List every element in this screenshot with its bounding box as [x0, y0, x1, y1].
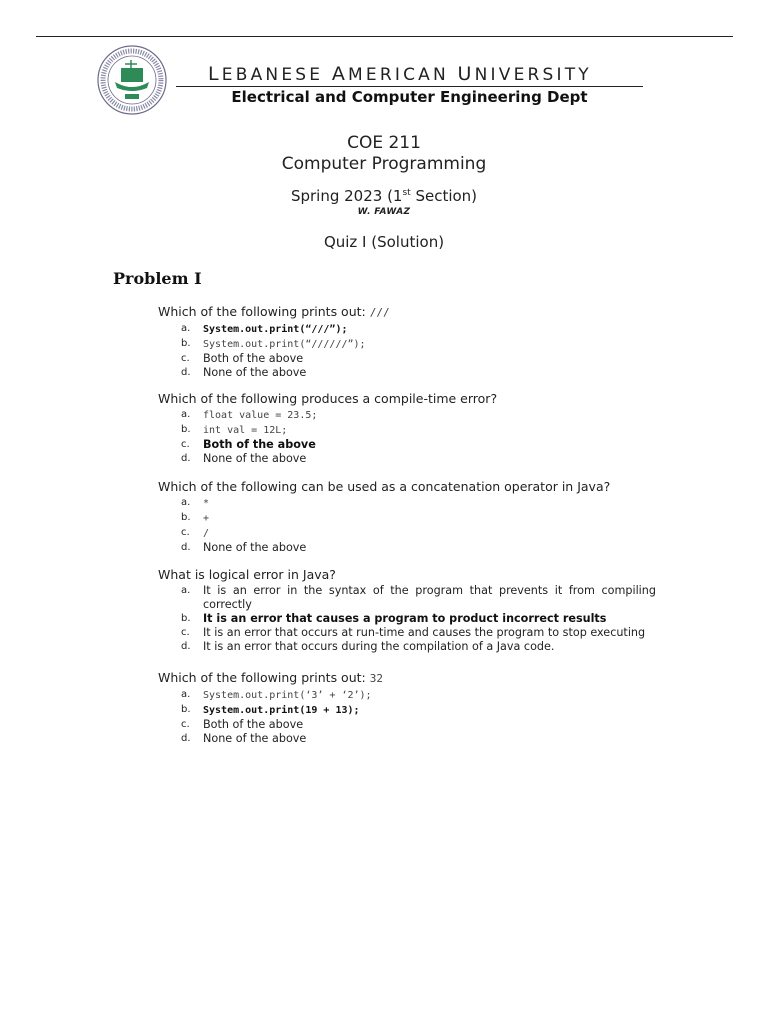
options-list [158, 408, 656, 466]
top-rule [36, 36, 733, 37]
header-rule [176, 86, 643, 87]
question-text: Which of the following prints out: 32 [158, 670, 383, 685]
question-2 [158, 391, 656, 466]
option-correct [158, 612, 656, 626]
problem-title: Problem I [113, 269, 202, 288]
option-text: It is an error that occurs during the compilation of a Java code. [203, 640, 555, 653]
course-name: Computer Programming [281, 154, 487, 174]
option [158, 511, 656, 526]
option-letter: c. [181, 719, 190, 730]
option-letter: b. [181, 512, 191, 523]
question-text: Which of the following produces a compile-time error? [158, 391, 498, 406]
question-text: Which of the following prints out: /// [158, 304, 390, 319]
option-letter: b. [181, 338, 191, 349]
question-code: 32 [369, 672, 383, 685]
quiz-title: Quiz I (Solution) [323, 233, 445, 251]
option-text: It is an error that causes a program to product incorrect results [203, 612, 607, 625]
option-letter: a. [181, 689, 191, 700]
options-list [158, 688, 656, 746]
option-letter: b. [181, 424, 191, 435]
option [158, 337, 656, 352]
option-letter: a. [181, 409, 191, 420]
options-list [158, 584, 656, 654]
option [158, 626, 656, 640]
option-letter: d. [181, 641, 191, 652]
option-letter: b. [181, 613, 191, 624]
option [158, 584, 656, 612]
option-text: None of the above [203, 732, 307, 745]
option-letter: d. [181, 453, 191, 464]
option [158, 526, 656, 541]
option-code: System.out.print(‘3’ + ‘2’); [203, 690, 372, 701]
option [158, 408, 656, 423]
question-5 [158, 670, 656, 746]
option [158, 718, 656, 732]
option-text: Both of the above [203, 438, 316, 451]
option-letter: d. [181, 542, 191, 553]
option-text: None of the above [203, 541, 307, 554]
question-3 [158, 479, 656, 555]
option-letter: c. [181, 627, 190, 638]
option-text: Both of the above [203, 352, 304, 365]
option [158, 541, 656, 555]
department-name: Electrical and Computer Engineering Dept [231, 88, 588, 106]
university-seal-logo [97, 44, 167, 116]
option [158, 688, 656, 703]
options-list [158, 322, 656, 380]
option-code: System.out.print(19 + 13); [203, 705, 360, 716]
option-letter: c. [181, 527, 190, 538]
option-text: Both of the above [203, 718, 304, 731]
option-letter: a. [181, 497, 191, 508]
option-text: It is an error in the syntax of the program that prevents it from compiling correctly [203, 584, 656, 611]
option [158, 640, 656, 654]
option [158, 452, 656, 466]
question-text: Which of the following can be used as a concatenation operator in Java? [158, 479, 611, 494]
option-letter: c. [181, 439, 190, 450]
option-letter: a. [181, 585, 191, 596]
option-code: float value = 23.5; [203, 410, 318, 421]
option-text: None of the above [203, 366, 307, 379]
course-code: COE 211 [347, 133, 421, 153]
question-4 [158, 567, 656, 654]
question-text: What is logical error in Java? [158, 567, 336, 582]
option-code: System.out.print(“//////”); [203, 339, 366, 350]
question-code: /// [369, 306, 390, 319]
instructor-name: W. FAWAZ [357, 207, 411, 217]
options-list [158, 496, 656, 555]
option-letter: a. [181, 323, 191, 334]
option-code: System.out.print(“///”); [203, 324, 348, 335]
option [158, 496, 656, 511]
option-text: None of the above [203, 452, 307, 465]
option-text: It is an error that occurs at run-time and causes the program to stop executing [203, 626, 646, 639]
option-code: + [203, 513, 210, 524]
option-correct [158, 438, 656, 452]
option-correct [158, 322, 656, 337]
option-letter: c. [181, 353, 190, 364]
option-letter: b. [181, 704, 191, 715]
option-letter: d. [181, 367, 191, 378]
semester: Spring 2023 (1st Section) [290, 187, 478, 205]
option [158, 423, 656, 438]
question-1 [158, 304, 656, 380]
option [158, 366, 656, 380]
option-code: * [203, 498, 210, 509]
option-correct [158, 703, 656, 718]
option-letter: d. [181, 733, 191, 744]
option-code: int val = 12L; [203, 425, 288, 436]
option [158, 352, 656, 366]
option [158, 732, 656, 746]
university-name: LEBANESE AMERICAN UNIVERSITY [208, 63, 592, 85]
option-code: / [203, 528, 210, 539]
